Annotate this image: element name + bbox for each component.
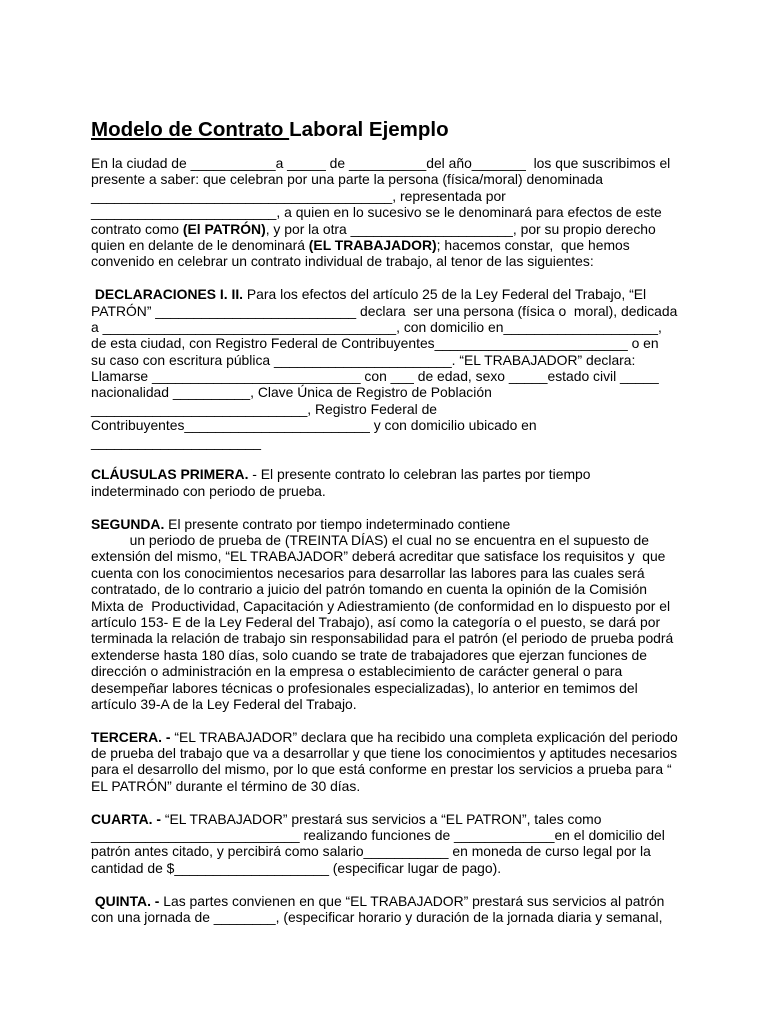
title-underlined-part: Modelo de Contrato: [91, 118, 290, 141]
text-line-p6-l3: patrón antes citado, y percibirá como salario___________ en moneda de curso legal por la: [91, 843, 651, 860]
text-line-p5-l4: EL PATRÓN” durante el término de 30 días.: [91, 777, 361, 794]
bold-heading: CUARTA. -: [91, 810, 161, 827]
bold-heading: DECLARACIONES I. II.: [94, 286, 244, 303]
line-text: , y por la otra _____________________, por su propio derecho: [265, 220, 656, 237]
text-line-p4-l10: dirección o administración en la empresa o establecimiento de carácter general o para: [91, 663, 623, 680]
line-text: El presente contrato por tiempo indeterminado contiene: [164, 515, 511, 532]
bold-heading: (EL TRABAJADOR): [308, 236, 437, 253]
text-line-p2-l5: su caso con escritura pública _______________________. “EL TRABAJADOR” declara:: [91, 351, 636, 368]
bold-heading: QUINTA. -: [94, 892, 160, 909]
text-line-p1-l4: ________________________, a quien en lo sucesivo se le denominará para efectos de este: [91, 204, 662, 221]
document-body: [91, 155, 691, 925]
paragraph-gap: [91, 270, 691, 286]
text-line-p2-l2: PATRÓN” __________________________ declara ser una persona (física o moral), dedicada: [91, 302, 678, 319]
line-text: “EL TRABAJADOR” prestará sus servicios a “EL PATRON”, tales como: [160, 810, 602, 827]
bold-heading: TERCERA. -: [91, 728, 171, 745]
text-line-p4-l6: Mixta de Productividad, Capacitación y Adiestramiento (de conformidad en lo dispuesto por el: [91, 597, 671, 614]
bold-heading: CLÁUSULAS PRIMERA.: [91, 466, 249, 483]
bold-heading: (El PATRÓN): [182, 220, 266, 237]
text-line-p7-l1: [91, 893, 691, 909]
text-line-p4-l12: artículo 39-A de la Ley Federal del Trabajo.: [91, 695, 357, 712]
paragraph-gap: [91, 876, 691, 892]
text-line-p4-l9: extenderse hasta 180 días, solo cuando se trate de trabajadores que ejerzan funciones de: [91, 646, 648, 663]
paragraph-gap: [91, 794, 691, 810]
line-prefix: quien en delante de le denominará: [91, 236, 309, 253]
line-text: Las partes convienen en que “EL TRABAJADOR” prestará sus servicios al patrón: [159, 892, 665, 909]
title-plain-part: Laboral Ejemplo: [289, 118, 449, 141]
text-line-p4-l1: [91, 516, 691, 532]
document-title: [91, 117, 449, 143]
text-line-p6-l2: ___________________________ realizando funciones de _____________en el domicilio del: [91, 827, 665, 844]
text-line-p6-l1: [91, 811, 691, 827]
line-text: Para los efectos del artículo 25 de la Ley Federal del Trabajo, “El: [243, 286, 647, 303]
text-line-p1-l2: presente a saber: que celebran por una parte la persona (física/moral) denominada: [91, 171, 603, 188]
bold-heading: SEGUNDA.: [91, 515, 165, 532]
text-line-p4-l2: un periodo de prueba de (TREINTA DÍAS) el cual no se encuentra en el supuesto de: [91, 531, 650, 548]
text-line-p1-l5: [91, 221, 691, 237]
text-line-p1-l3: _______________________________________, representada por: [91, 187, 506, 204]
text-line-p2-l8: ____________________________, Registro Federal de: [91, 400, 438, 417]
line-text: ; hacemos constar, que hemos: [436, 236, 630, 253]
text-line-p4-l11: desempeñar labores técnicas o profesionales especializadas), lo anterior en temimos del: [91, 679, 638, 696]
text-line-p3-l2: indeterminado con periodo de prueba.: [91, 482, 326, 499]
line-text: - El presente contrato lo celebran las partes por tiempo: [248, 466, 591, 483]
text-line-p5-l3: para el desarrollo del mismo, por lo que está conforme en prestar los servicios a prueba para “: [91, 761, 672, 778]
text-line-p4-l5: contratado, de lo contrario a juicio del patrón tomando en cuenta la opinión de la Comisión: [91, 581, 647, 598]
text-line-p4-l7: artículo 153- E de la Ley Federal del Trabajo), así como la categoría o el puesto, se dará por: [91, 613, 661, 630]
text-line-p2-l7: nacionalidad __________, Clave Única de Registro de Población: [91, 384, 492, 401]
text-line-p2-l1: [91, 286, 691, 302]
text-line-p3-l1: [91, 466, 691, 482]
paragraph-gap: [91, 712, 691, 728]
text-line-p2-l4: de esta ciudad, con Registro Federal de Contribuyentes_________________________ o en: [91, 335, 659, 352]
text-line-p4-l8: terminada la relación de trabajo sin responsabilidad para el patrón (el periodo de prueba podrá: [91, 630, 674, 647]
text-line-p4-l4: cuenta con los conocimientos necesarios para desarrollar las labores para las cuales será: [91, 564, 645, 581]
line-text: “EL TRABAJADOR” declara que ha recibido una completa explicación del periodo: [170, 728, 678, 745]
text-line-p1-l7: convenido en celebrar un contrato individual de trabajo, al tenor de las siguientes:: [91, 253, 594, 270]
text-line-p4-l3: extensión del mismo, “EL TRABAJADOR” deberá acreditar que satisface los requisitos y que: [91, 548, 666, 565]
text-line-p5-l1: [91, 729, 691, 745]
text-line-p2-l3: a ______________________________________, con domicilio en____________________,: [91, 318, 662, 335]
paragraph-gap: [91, 499, 691, 515]
text-line-p1-l1: En la ciudad de ___________a _____ de __________del año_______ los que suscribimos el: [91, 155, 671, 171]
text-line-p1-l6: [91, 237, 691, 253]
paragraph-gap: [91, 450, 691, 466]
text-line-p2-l6: Llamarse ___________________________ con ___ de edad, sexo _____estado civil _____: [91, 368, 659, 385]
text-line-p5-l2: de prueba del trabajo que va a desarrollar y que tiene los conocimientos y aptitudes necesarios: [91, 745, 678, 762]
text-line-p6-l4: cantidad de $____________________ (especificar lugar de pago).: [91, 859, 502, 876]
text-line-p7-l2: con una jornada de ________, (especificar horario y duración de la jornada diaria y semanal,: [91, 908, 663, 925]
line-prefix: contrato como: [91, 220, 183, 237]
text-line-p2-l10: ______________________: [91, 433, 261, 450]
text-line-p2-l9: Contribuyentes________________________ y con domicilio ubicado en: [91, 417, 537, 434]
